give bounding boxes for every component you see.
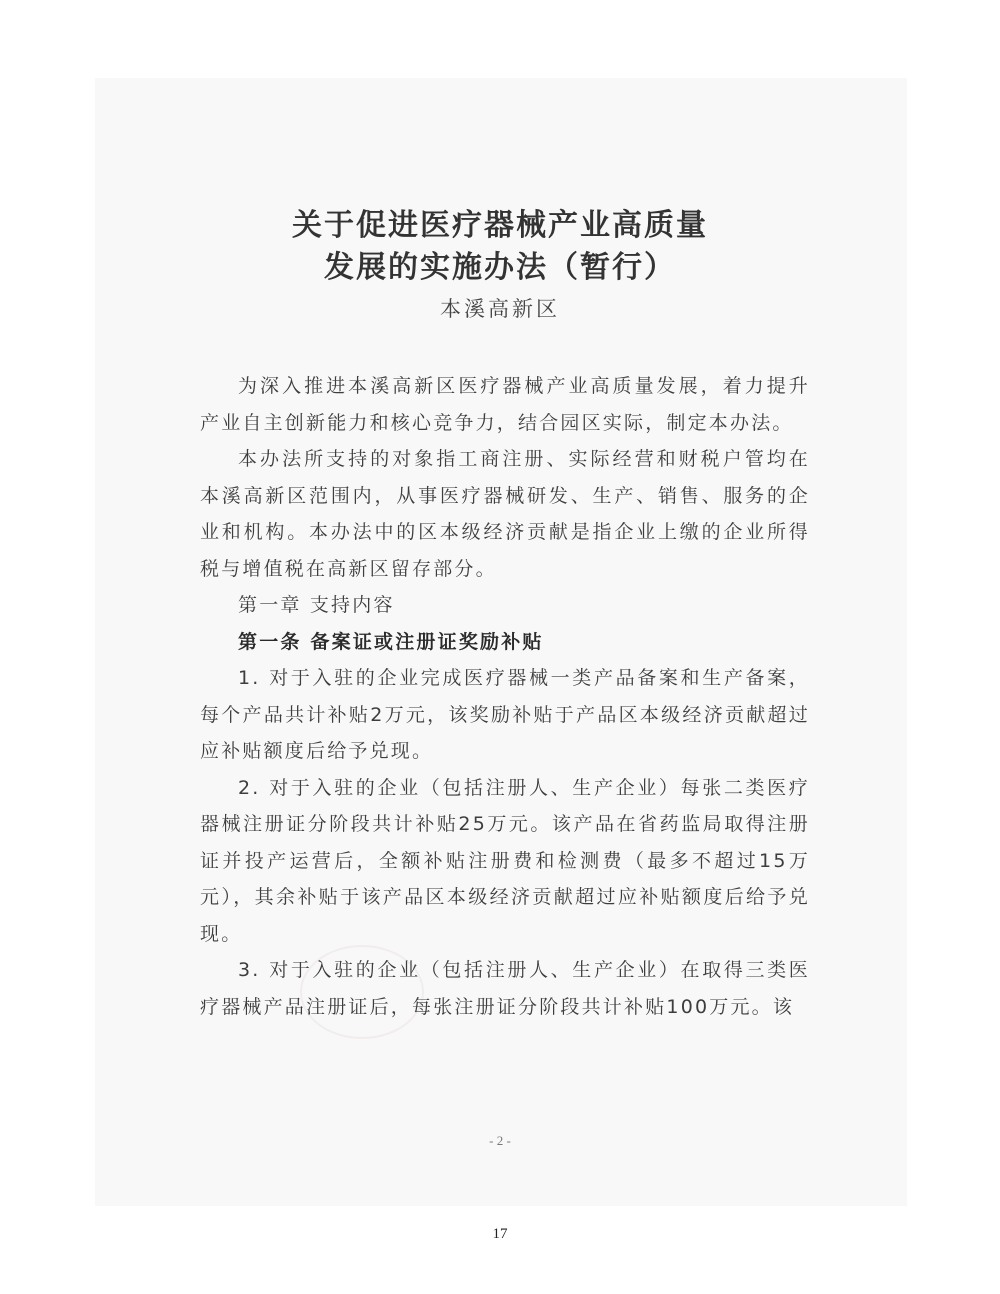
inner-page-number: - 2 - (489, 1133, 511, 1148)
issuer-name: 本溪高新区 (440, 297, 560, 321)
item-3: 3. 对于入驻的企业（包括注册人、生产企业）在取得三类医疗器械产品注册证后，每张注册证分阶段共计补贴100万元。该 (200, 959, 810, 1018)
chapter-heading: 第一章 支持内容 (238, 594, 395, 616)
document-title-line-1: 关于促进医疗器械产业高质量 (292, 208, 708, 243)
article-heading: 第一条 备案证或注册证奖励补贴 (238, 630, 544, 653)
intro-paragraph: 为深入推进本溪高新区医疗器械产业高质量发展，着力提升产业自主创新能力和核心竞争力，结合园区实际，制定本办法。 (200, 375, 810, 434)
item-1: 1. 对于入驻的企业完成医疗器械一类产品备案和生产备案，每个产品共计补贴2万元，该奖励补贴于产品区本级经济贡献超过应补贴额度后给予兑现。 (200, 667, 810, 762)
document-body (200, 368, 810, 1025)
outer-page-number: 17 (492, 1226, 508, 1242)
document-title-line-2: 发展的实施办法（暂行） (324, 250, 676, 285)
item-2: 2. 对于入驻的企业（包括注册人、生产企业）每张二类医疗器械注册证分阶段共计补贴25万元。该产品在省药监局取得注册证并投产运营后，全额补贴注册费和检测费（最多不超过15万元），其余补贴于该产品区本级经济贡献超过应补贴额度后给予兑现。 (200, 776, 810, 945)
scope-paragraph: 本办法所支持的对象指工商注册、实际经营和财税户管均在本溪高新区范围内，从事医疗器械研发、生产、销售、服务的企业和机构。本办法中的区本级经济贡献是指企业上缴的企业所得税与增值税在高新区留存部分。 (200, 448, 810, 580)
